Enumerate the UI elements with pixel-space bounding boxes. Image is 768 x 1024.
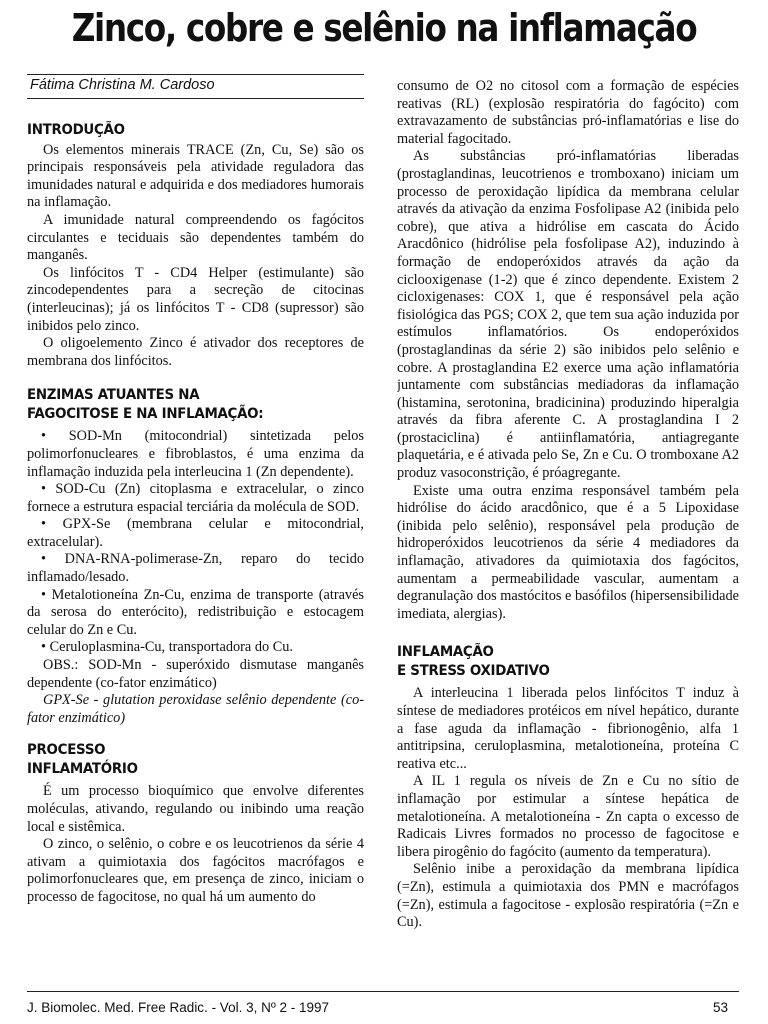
processo-paragraph: As substâncias pró-inflamatórias liberadas (prostaglandinas, leucotrienos e tromboxano) iniciam um processo de peroxidação lipídica da membrana celular através da ativação da enzima Fosfolipase A2 (inibida pelo cobre), que ativa a hidrólise em cascata do Ácido Aracdônico (hidrólise pela fosfolipase A2), induzindo à formação de endoperóxidos através da ação da ciclooxigenase (1-2) que é zinco dependente. Existem 2 cicloxigenases: COX 1, que é responsável pela ação fisiológica das PGS; COX 2, que tem sua ação induzida por estímulos inflamatórios. Os endoperóxidos (prostaglandinas da série 2) são inibidos pelo selênio e cobre. A prostaglandina E2 exerce uma ação inflamatória juntamente com substâncias mediadoras da inflamação (histamina, serotonina, bradicinina) produzindo hiperalgia através da fibra aferente C. A prostaglandina I 2 (prostaciclina) é antiinflamatória, antiagregante plaquetária, e é ativada pelo Se, Zn e Cu. O tromboxane A2 produz vasoconstrição, é próagregante. [397,148,739,482]
inflamacao-paragraph: Selênio inibe a peroxidação da membrana lipídica (=Zn), estimula a quimiotaxia dos PMN e macrófagos (=Zn), estimula a fagocitose - explosão respiratória (=Zn e Cu). [397,861,739,931]
page-number: 53 [712,1000,728,1015]
processo-paragraph: O zinco, o selênio, o cobre e os leucotrienos da série 4 ativam a quimiotaxia dos fagócitos macrófagos e polimorfonucleares que, em presença de zinco, iniciam o processo de fagocitose, no qual há um aumento do [27,836,364,905]
article-title: Zinco, cobre e selênio na inflamação [71,6,697,50]
journal-citation: J. Biomolec. Med. Free Radic. - Vol. 3, Nº 2 - 1997 [27,1000,330,1015]
heading-enzimas [27,386,340,424]
right-column [397,78,739,974]
left-column [27,74,364,974]
footer-divider [27,991,739,992]
heading-line: ENZIMAS ATUANTES NA [27,387,200,404]
inflamacao-paragraph: A IL 1 regula os níveis de Zn e Cu no sítio de inflamação por estimular a síntese hepática de metalotioneína. A metalotioneína - Zn capta o excesso de Radicais Livres formados no processo de fagocitose e libera pirogênio do fagócito (aumento da temperatura). [397,773,739,860]
obs-note-italic: GPX-Se - glutation peroxidase selênio dependente (co-fator enzimático) [27,692,364,726]
intro-paragraph: Os elementos minerais TRACE (Zn, Cu, Se) são os principais responsáveis pela atividade reguladora das imunidades natural e adquirida e dos mediadores humorais na inflamação. [27,141,364,211]
heading-line: E STRESS OXIDATIVO [397,663,550,680]
enzyme-item: • SOD-Cu (Zn) citoplasma e extracelular, o zinco fornece a estrutura espacial terciária da molécula de SOD. [27,481,364,515]
heading-line: INFLAMAÇÃO [397,644,494,661]
processo-continuation: consumo de O2 no citosol com a formação de espécies reativas (RL) (explosão respiratória do fagócito) com extravazamento de substâncias pró-inflamatórias e lise do material fagocitado. [397,78,739,147]
heading-introducao: INTRODUÇÃO [27,121,125,138]
heading-processo [27,741,340,779]
intro-paragraph: O oligoelemento Zinco é ativador dos receptores de membrana dos linfócitos. [27,335,364,369]
enzyme-item: • Metalotioneína Zn-Cu, enzima de transporte (através da serosa do enterócito), redistribuição e estocagem celular do Zn e Cu. [27,586,364,638]
processo-paragraph: É um processo bioquímico que envolve diferentes moléculas, ativando, regulando ou inibindo uma reação local e sistêmica. [27,783,364,835]
heading-inflamacao [397,643,715,681]
enzyme-item: • DNA-RNA-polimerase-Zn, reparo do tecido inflamado/lesado. [27,551,364,586]
processo-paragraph: Existe uma outra enzima responsável também pela hidrólise do ácido aracdônico, que é a 5 Lipoxidase (inibida pelo selênio), responsável pela produção de hidroperóxidos leucotrienos da série 4 mediadores da inflamação, ativadores da quimiotaxia dos fagócitos, aumentam a permeabilidade vascular, aumentam a degranulação dos mastócitos e basófilos (hipersensibilidade imediata, alergias). [397,482,739,622]
inflamacao-paragraph: A interleucina 1 liberada pelos linfócitos T induz à síntese de mediadores protéicos em nível hepático, durante a fase aguda da inflamação - fibrionogênio, alfa 1 antitripsina, ceruloplasmina, metalotioneína, proteína C reativa etc... [397,685,739,772]
enzyme-item: • SOD-Mn (mitocondrial) sintetizada pelos polimorfonucleares e fibroblastos, é uma enzima da inflamação induzida pela interleucina 1 (Zn dependente). [27,428,364,480]
author-name: Fátima Christina M. Cardoso [27,74,364,99]
heading-line: INFLAMATÓRIO [27,761,138,778]
intro-paragraph: Os linfócitos T - CD4 Helper (estimulante) são zincodependentes para a secreção de citocinas (interleucinas); já os linfócitos T - CD8 (supressor) são inibidos pelo zinco. [27,264,364,334]
heading-line: FAGOCITOSE E NA INFLAMAÇÃO: [27,406,264,423]
heading-line: PROCESSO [27,742,106,759]
enzyme-item: • GPX-Se (membrana celular e mitocondrial, extracelular). [27,516,364,550]
obs-note: OBS.: SOD-Mn - superóxido dismutase manganês dependente (co-fator enzimático) [27,657,364,691]
intro-paragraph: A imunidade natural compreendendo os fagócitos circulantes e teciduais são dependentes também do manganês. [27,211,364,264]
enzyme-item: • Ceruloplasmina-Cu, transportadora do Cu. [41,639,293,656]
